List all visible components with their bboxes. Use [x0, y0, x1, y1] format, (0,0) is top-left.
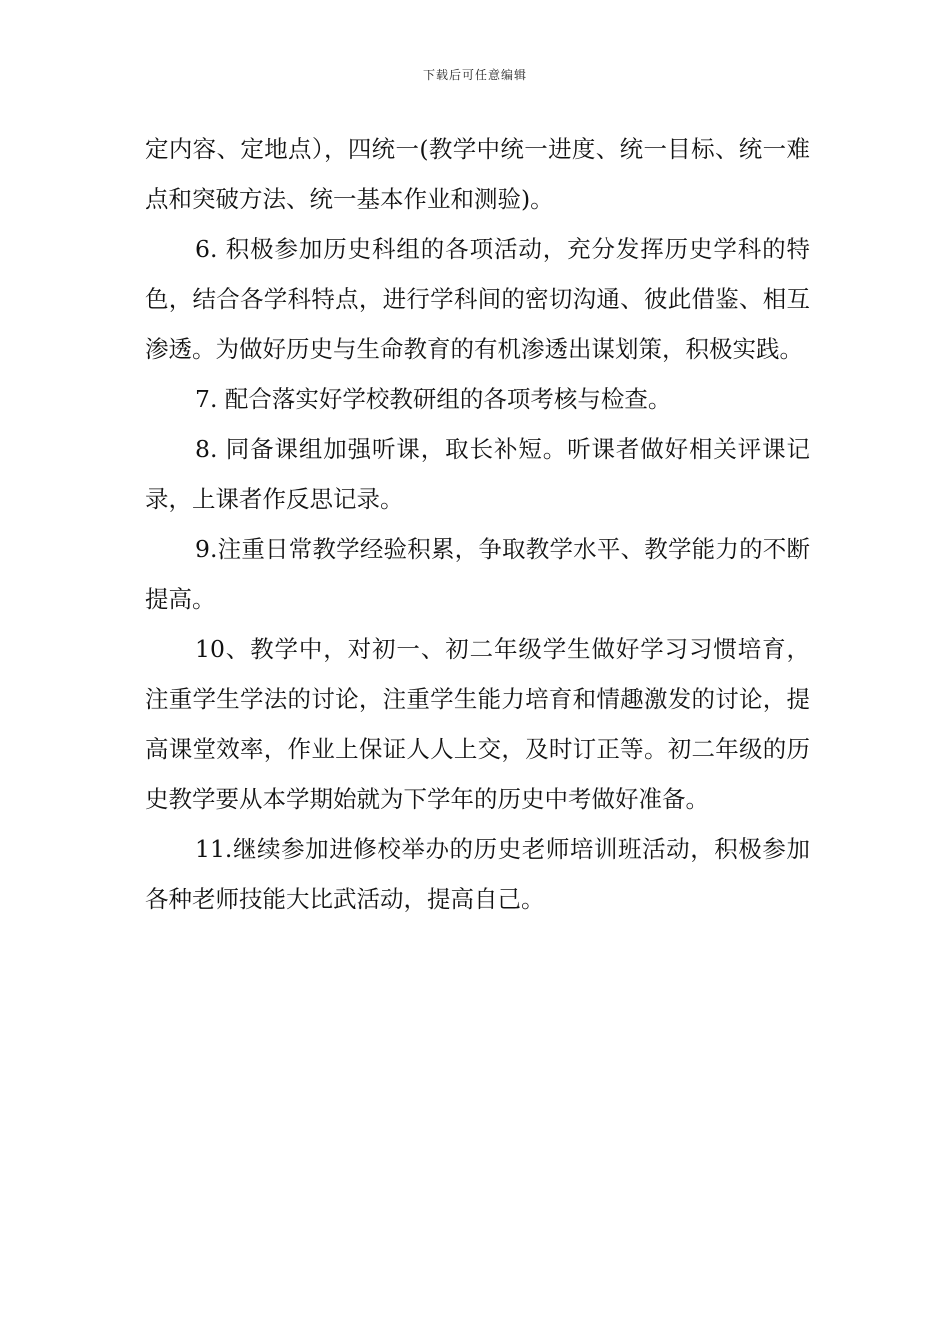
paragraph-item-9: 9.注重日常教学经验积累，争取教学水平、教学能力的不断提高。: [145, 535, 810, 613]
page-header-note: 下载后可任意编辑: [422, 68, 527, 82]
paragraph-continuation: 定内容、定地点），四统一(教学中统一进度、统一目标、统一难点和突破方法、统一基本作业和测验)。: [145, 135, 810, 213]
document-body: [145, 124, 810, 924]
paragraph-item-6: 6. 积极参加历史科组的各项活动，充分发挥历史学科的特色，结合各学科特点，进行学科间的密切沟通、彼此借鉴、相互渗透。为做好历史与生命教育的有机渗透出谋划策，积极实践。: [145, 235, 810, 363]
paragraph-item-7: 7. 配合落实好学校教研组的各项考核与检查。: [195, 385, 672, 413]
paragraph-item-10: 10、教学中，对初一、初二年级学生做好学习习惯培育，注重学生学法的讨论，注重学生能力培育和情趣激发的讨论，提高课堂效率，作业上保证人人上交，及时订正等。初二年级的历史教学要从本学期始就为下学年的历史中考做好准备。: [145, 635, 810, 813]
paragraph-item-8: 8. 同备课组加强听课，取长补短。听课者做好相关评课记录，上课者作反思记录。: [145, 435, 810, 513]
paragraph-item-11: 11.继续参加进修校举办的历史老师培训班活动，积极参加各种老师技能大比武活动，提高自己。: [145, 835, 810, 913]
